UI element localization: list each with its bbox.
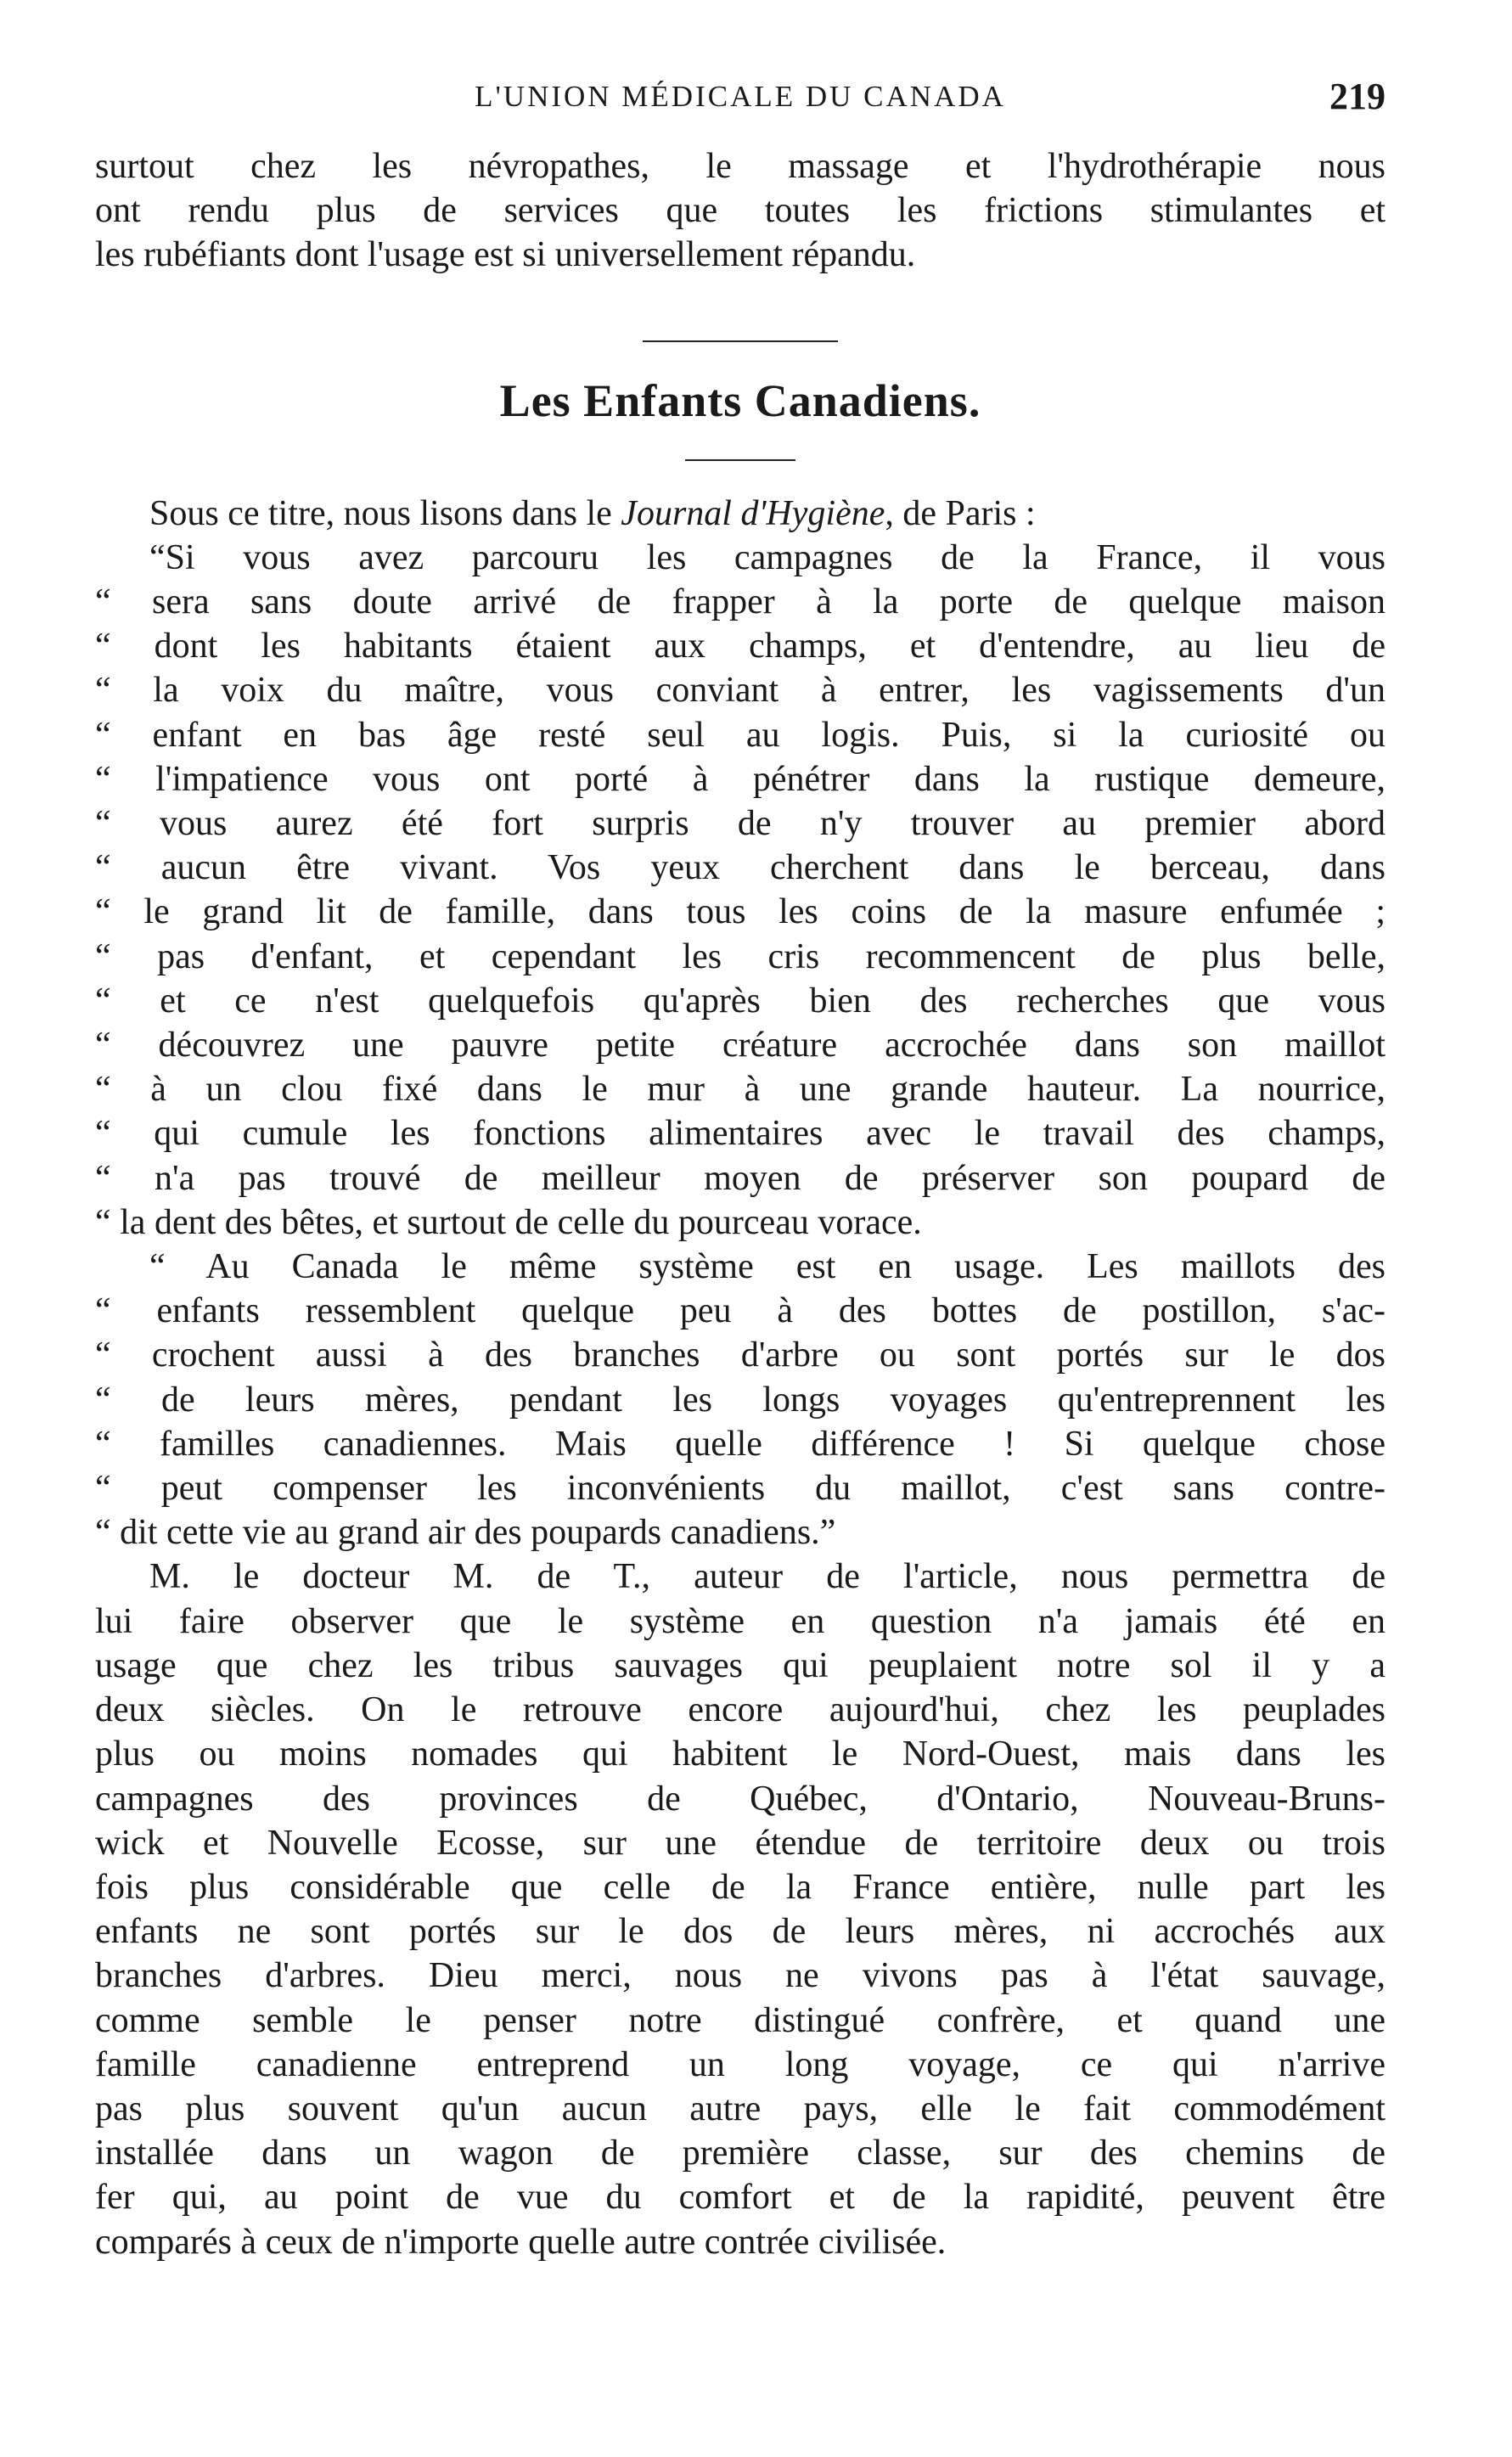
quote-line: “ Au Canada le même système est en usage. Les maillots des [149, 1247, 1386, 1287]
quote-line: “ la voix du maître, vous conviant à entrer, les vagissements d'un [95, 671, 1386, 711]
quote-line: “ et ce n'est quelquefois qu'après bien des recherches que vous [95, 981, 1386, 1020]
text-line: M. le docteur M. de T., auteur de l'article, nous permettra de [149, 1557, 1386, 1597]
section-divider [643, 340, 838, 342]
quote-line: “ la dent des bêtes, et surtout de celle du pourceau vorace. [95, 1202, 922, 1242]
article-lead-text: Sous ce titre, nous lisons dans le Journal d'Hygiène, de Paris : [149, 493, 1036, 533]
article-title: Les Enfants Canadiens. [499, 374, 981, 426]
text-line: lui faire observer que le système en question n'a jamais été en [95, 1601, 1386, 1641]
title-underline [685, 459, 795, 461]
quote-paragraph-2 [95, 1245, 1386, 1555]
text-line: enfants ne sont portés sur le dos de leurs mères, ni accrochés aux [95, 1912, 1386, 1952]
text-line: comparés à ceux de n'importe quelle autre contrée civilisée. [95, 2222, 947, 2262]
text-line: fois plus considérable que celle de la France entière, nulle part les [95, 1867, 1386, 1907]
quote-line: “ dit cette vie au grand air des poupards canadiens.” [95, 1513, 836, 1553]
text-line: famille canadienne entreprend un long voyage, ce qui n'arrive [95, 2044, 1386, 2084]
text-line: branches d'arbres. Dieu merci, nous ne vivons pas à l'état sauvage, [95, 1956, 1386, 1996]
text-line: les rubéfiants dont l'usage est si universellement répandu. [95, 235, 916, 275]
quote-line: “ vous aurez été fort surpris de n'y trouver au premier abord [95, 804, 1386, 844]
running-title: L'UNION MÉDICALE DU CANADA [475, 80, 1006, 113]
running-header [95, 75, 1386, 134]
text-line: fer qui, au point de vue du comfort et de la rapidité, peuvent être [95, 2178, 1386, 2218]
text-line: usage que chez les tribus sauvages qui peuplaient notre sol il y a [95, 1645, 1386, 1685]
quote-line: “ dont les habitants étaient aux champs, et d'entendre, au lieu de [95, 627, 1386, 666]
quote-line: “ de leurs mères, pendant les longs voyages qu'entreprennent les [95, 1380, 1386, 1420]
text-line: comme semble le penser notre distingué confrère, et quand une [95, 2000, 1386, 2040]
quote-line: “ enfants ressemblent quelque peu à des bottes de postillon, s'ac- [95, 1291, 1386, 1331]
text-line: deux siècles. On le retrouve encore aujourd'hui, chez les peuplades [95, 1690, 1386, 1730]
quote-paragraph-1 [95, 536, 1386, 1245]
quote-line: “Si vous avez parcouru les campagnes de la France, il vous [149, 537, 1386, 577]
quote-line: “ crochent aussi à des branches d'arbre ou sont portés sur le dos [95, 1335, 1386, 1375]
text-line: plus ou moins nomades qui habitent le Nord-Ouest, mais dans les [95, 1735, 1386, 1774]
journal-name: Journal d'Hygiène [621, 493, 885, 533]
text-line: campagnes des provinces de Québec, d'Ontario, Nouveau-Bruns- [95, 1779, 1386, 1819]
text-line: surtout chez les névropathes, le massage et l'hydrothérapie nous [95, 147, 1386, 186]
page-number: 219 [1329, 76, 1386, 117]
quote-line: “ pas d'enfant, et cependant les cris recommencent de plus belle, [95, 936, 1386, 976]
quote-line: “ découvrez une pauvre petite créature accrochée dans son maillot [95, 1026, 1386, 1065]
quote-line: “ n'a pas trouvé de meilleur moyen de préserver son poupard de [95, 1158, 1386, 1198]
article-lead [95, 492, 1386, 536]
text-line: wick et Nouvelle Ecosse, sur une étendue de territoire deux ou trois [95, 1823, 1386, 1863]
quote-line: “ sera sans doute arrivé de frapper à la porte de quelque maison [95, 582, 1386, 622]
text-line: installée dans un wagon de première classe, sur des chemins de [95, 2134, 1386, 2173]
quote-line: “ aucun être vivant. Vos yeux cherchent dans le berceau, dans [95, 848, 1386, 888]
quote-line: “ le grand lit de famille, dans tous les coins de la masure enfumée ; [95, 892, 1386, 932]
quote-line: “ l'impatience vous ont porté à pénétrer dans la rustique demeure, [95, 759, 1386, 799]
quote-line: “ qui cumule les fonctions alimentaires avec le travail des champs, [95, 1114, 1386, 1154]
quote-line: “ à un clou fixé dans le mur à une grande hauteur. La nourrice, [95, 1070, 1386, 1110]
quote-line: “ familles canadiennes. Mais quelle différence ! Si quelque chose [95, 1424, 1386, 1464]
quote-line: “ enfant en bas âge resté seul au logis. Puis, si la curiosité ou [95, 715, 1386, 755]
intro-paragraph [95, 144, 1386, 278]
text-line: pas plus souvent qu'un aucun autre pays, elle le fait commodément [95, 2089, 1386, 2128]
response-paragraph [95, 1555, 1386, 2263]
document-page [95, 75, 1386, 2264]
quote-line: “ peut compenser les inconvénients du maillot, c'est sans contre- [95, 1469, 1386, 1509]
text-line: ont rendu plus de services que toutes les frictions stimulantes et [95, 191, 1386, 231]
